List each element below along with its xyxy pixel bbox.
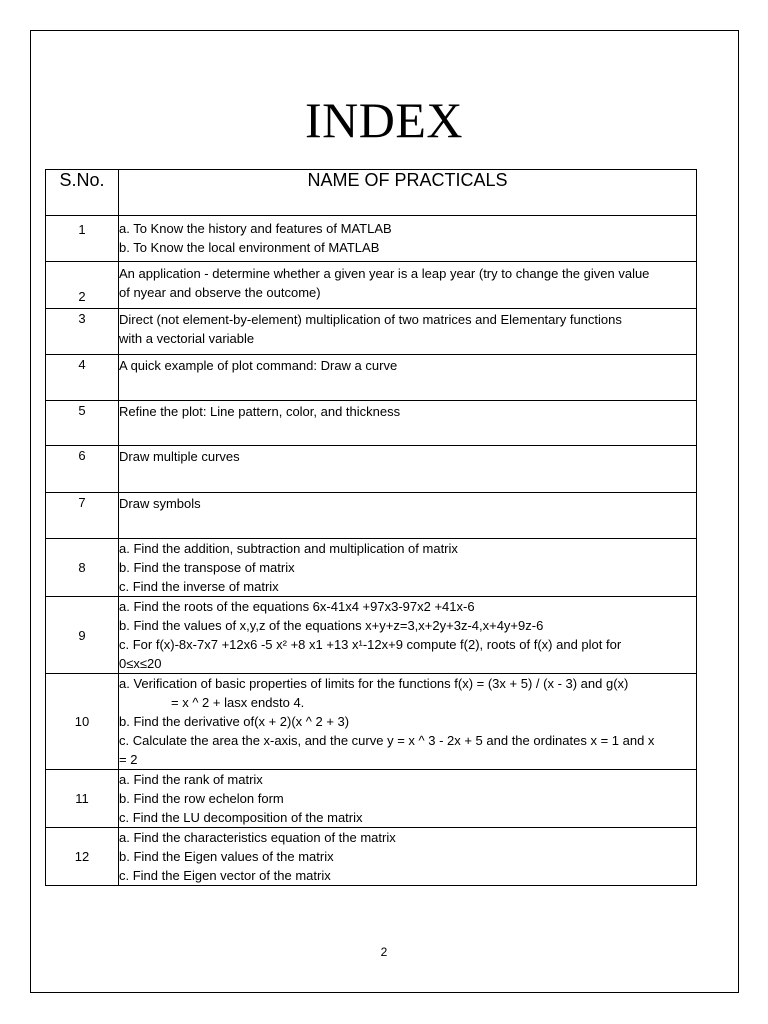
row-description — [119, 401, 697, 446]
row-sno: 2 — [46, 262, 119, 309]
row-description — [119, 446, 697, 493]
description-line: b. Find the Eigen values of the matrix — [119, 849, 334, 864]
description-line: Draw multiple curves — [119, 449, 240, 464]
row-description — [119, 493, 697, 539]
description-line: Direct (not element-by-element) multiplication of two matrices and Elementary functions — [119, 312, 622, 327]
row-sno: 11 — [46, 770, 119, 828]
description-line: a. To Know the history and features of MATLAB — [119, 221, 392, 236]
description-line: b. Find the derivative of(x + 2)(x ^ 2 + 3) — [119, 714, 350, 729]
row-description — [119, 539, 697, 597]
row-description — [119, 216, 697, 262]
description-line: A quick example of plot command: Draw a curve — [119, 358, 398, 373]
row-description — [119, 597, 697, 674]
row-sno: 5 — [46, 401, 119, 446]
description-line: b. To Know the local environment of MATLAB — [119, 240, 380, 255]
description-line: = x ^ 2 + lasx endsto 4. — [171, 695, 305, 710]
row-description — [119, 770, 697, 828]
row-description — [119, 828, 697, 886]
practicals-index-table — [45, 169, 697, 886]
page-number: 2 — [380, 945, 388, 959]
description-line: a. Find the addition, subtraction and multiplication of matrix — [119, 541, 458, 556]
description-line: c. For f(x)-8x-7x7 +12x6 -5 x² +8 x1 +13 x¹-12x+9 compute f(2), roots of f(x) and plot for — [119, 637, 622, 652]
description-line: a. Find the characteristics equation of the matrix — [119, 830, 396, 845]
table-row — [46, 355, 697, 401]
description-line: with a vectorial variable — [119, 331, 255, 346]
description-line: 0≤x≤20 — [119, 656, 162, 671]
table-row — [46, 539, 697, 597]
row-sno: 3 — [46, 309, 119, 355]
description-line: a. Verification of basic properties of limits for the functions f(x) = (3x + 5) / (x - 3) and g(x) — [119, 676, 629, 691]
description-line: b. Find the row echelon form — [119, 791, 284, 806]
row-description — [119, 262, 697, 309]
table-row — [46, 262, 697, 309]
sno-header: S.No. — [46, 170, 119, 216]
description-line: a. Find the rank of matrix — [119, 772, 263, 787]
table-row — [46, 770, 697, 828]
description-line: c. Find the LU decomposition of the matrix — [119, 810, 363, 825]
table-row — [46, 828, 697, 886]
description-line: b. Find the values of x,y,z of the equations x+y+z=3,x+2y+3z-4,x+4y+9z-6 — [119, 618, 544, 633]
row-description — [119, 355, 697, 401]
description-line: = 2 — [119, 752, 138, 767]
table-row — [46, 674, 697, 770]
row-sno: 7 — [46, 493, 119, 539]
row-sno: 10 — [46, 674, 119, 770]
table-row — [46, 493, 697, 539]
row-sno: 9 — [46, 597, 119, 674]
row-description — [119, 674, 697, 770]
description-line: c. Calculate the area the x-axis, and the curve y = x ^ 3 - 2x + 5 and the ordinates x = 1 and x — [119, 733, 655, 748]
table-row — [46, 446, 697, 493]
table-row — [46, 309, 697, 355]
description-line: of nyear and observe the outcome) — [119, 285, 321, 300]
table-row — [46, 401, 697, 446]
row-sno: 4 — [46, 355, 119, 401]
page-title: INDEX — [304, 92, 464, 148]
table-row — [46, 216, 697, 262]
description-line: An application - determine whether a given year is a leap year (try to change the given value — [119, 266, 650, 281]
description-line: Draw symbols — [119, 496, 201, 511]
description-line: c. Find the inverse of matrix — [119, 579, 279, 594]
description-line: a. Find the roots of the equations 6x-41x4 +97x3-97x2 +41x-6 — [119, 599, 475, 614]
description-line: Refine the plot: Line pattern, color, and thickness — [119, 404, 401, 419]
name-of-practicals-header: NAME OF PRACTICALS — [119, 170, 697, 216]
row-sno: 1 — [46, 216, 119, 262]
description-line: b. Find the transpose of matrix — [119, 560, 295, 575]
description-line: c. Find the Eigen vector of the matrix — [119, 868, 331, 883]
row-description — [119, 309, 697, 355]
row-sno: 6 — [46, 446, 119, 493]
row-sno: 8 — [46, 539, 119, 597]
row-sno: 12 — [46, 828, 119, 886]
table-row — [46, 597, 697, 674]
table-header-row — [46, 170, 697, 216]
